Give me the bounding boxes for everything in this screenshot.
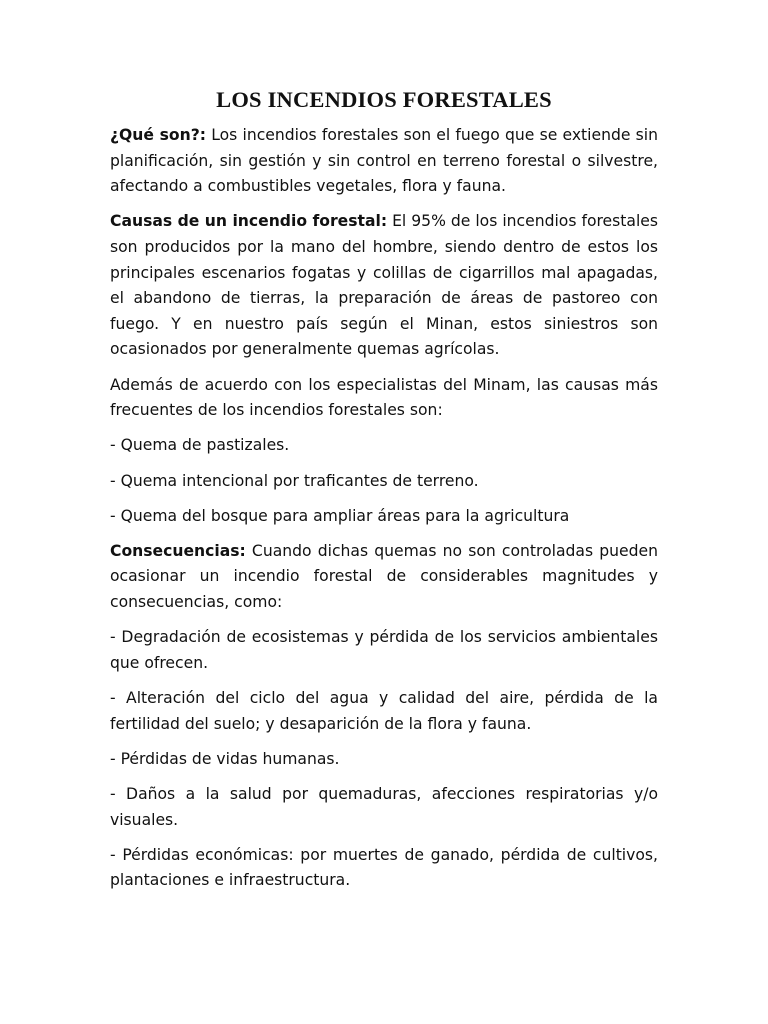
text-que-son: Los incendios forestales son el fuego que se extiende sin planificación, sin gestión y sin control en terreno forestal o silvestre, afectando a combustibles vegetales, flora y fauna. — [110, 126, 658, 196]
heading-causas: Causas de un incendio forestal: — [110, 212, 388, 231]
document-title: LOS INCENDIOS FORESTALES — [216, 87, 552, 112]
list-item-consecuencia-2: - Alteración del ciclo del agua y calidad del aire, pérdida de la fertilidad del suelo; y desaparición de la flora y fauna. — [110, 689, 658, 733]
document-page — [110, 86, 658, 904]
list-item-consecuencia-1: - Degradación de ecosistemas y pérdida de los servicios ambientales que ofrecen. — [110, 628, 658, 672]
paragraph-ademas: Además de acuerdo con los especialistas del Minam, las causas más frecuentes de los incendios forestales son: — [110, 375, 658, 420]
list-item-consecuencia-5: - Pérdidas económicas: por muertes de ganado, pérdida de cultivos, plantaciones e infraestructura. — [110, 845, 658, 890]
text-consecuencias: Cuando dichas quemas no son controladas pueden ocasionar un incendio forestal de considerables magnitudes y consecuencias, como: — [110, 541, 658, 612]
list-item-causa-3: - Quema del bosque para ampliar áreas para la agricultura — [110, 506, 570, 525]
list-item-causa-1: - Quema de pastizales. — [110, 436, 290, 455]
paragraph-que-son — [110, 123, 658, 200]
list-item-causa-2: - Quema intencional por traficantes de terreno. — [110, 471, 479, 490]
list-item-consecuencia-3: - Pérdidas de vidas humanas. — [110, 749, 340, 768]
paragraph-causas — [110, 209, 658, 363]
heading-que-son: ¿Qué son?: — [110, 126, 207, 144]
paragraph-consecuencias — [110, 539, 658, 616]
text-causas: El 95% de los incendios forestales son producidos por la mano del hombre, siendo dentro de estos los principales escenarios fogatas y colillas de cigarrillos mal apagadas, el abandono de tierras, la preparación de áreas de pastoreo con fuego. Y en nuestro país según el Minan, estos siniestros son ocasionados por generalmente quemas agrícolas. — [110, 212, 658, 359]
list-item-consecuencia-4: - Daños a la salud por quemaduras, afecciones respiratorias y/o visuales. — [110, 785, 658, 829]
heading-consecuencias: Consecuencias: — [110, 541, 246, 560]
